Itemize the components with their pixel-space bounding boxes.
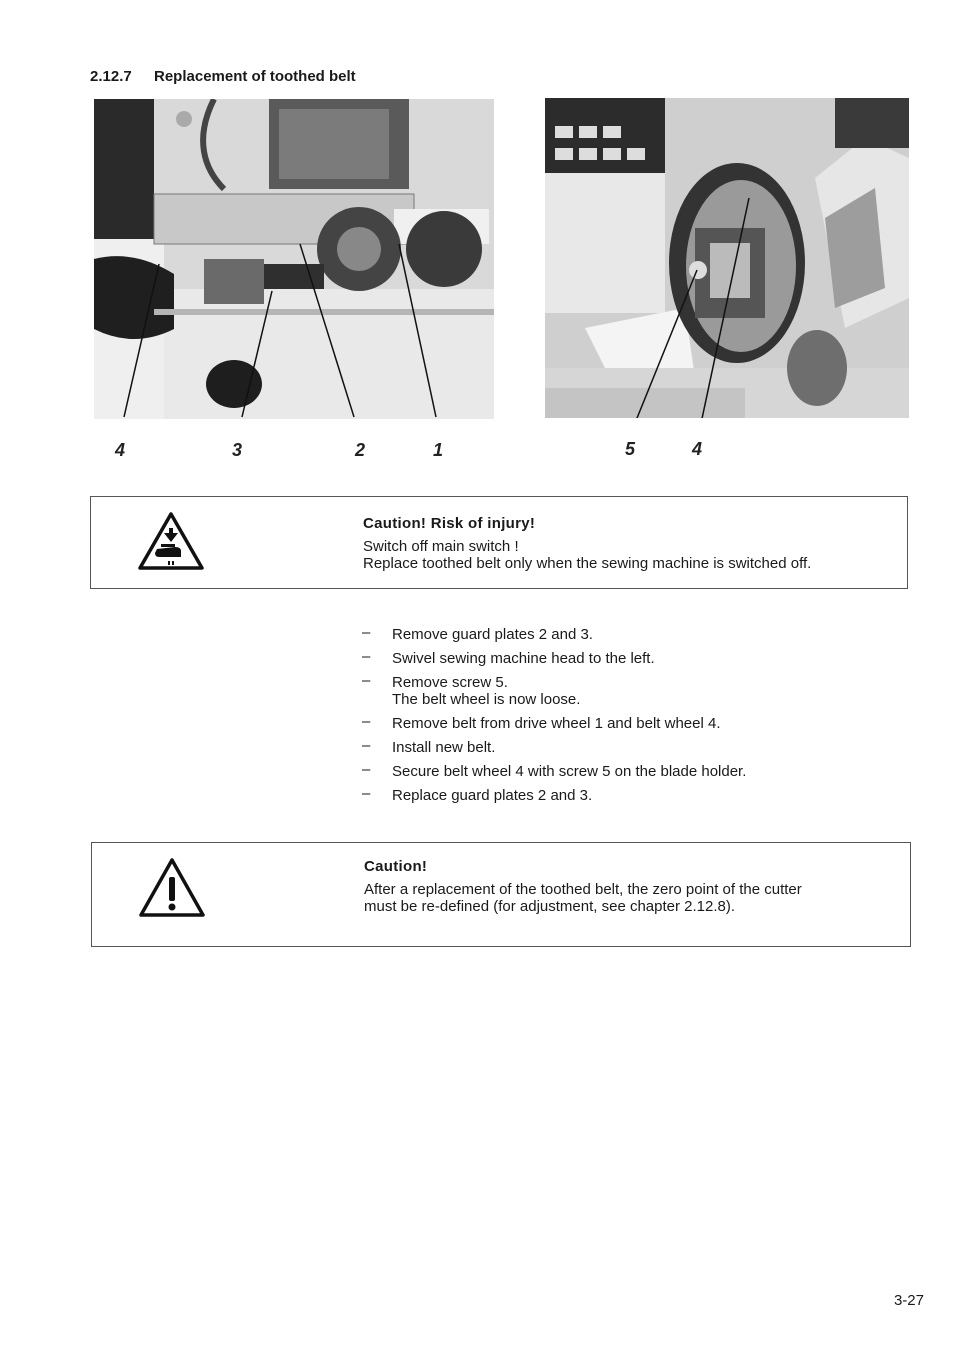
callout-screw-5: 5: [625, 439, 636, 459]
callout-guard-plate-3: 3: [232, 440, 243, 460]
section-title: Replacement of toothed belt: [154, 68, 356, 85]
photo-right: [545, 98, 909, 418]
step-marker: –: [362, 624, 371, 641]
caution-injury-box: [90, 496, 908, 589]
step-item: [362, 650, 746, 667]
section-number: 2.12.7: [90, 68, 132, 85]
caution-general-box: [91, 842, 911, 947]
step-marker: –: [362, 672, 371, 689]
step-marker: –: [362, 761, 371, 778]
procedure-steps: [362, 626, 746, 811]
step-item: [362, 739, 746, 756]
hand-injury-warning-icon: [137, 511, 205, 571]
step-text: Swivel sewing machine head to the left.: [392, 650, 655, 667]
step-text: Install new belt.: [392, 739, 496, 756]
caution-general-heading: Caution!: [364, 858, 428, 875]
photo-left: [94, 99, 494, 419]
step-marker: –: [362, 648, 371, 665]
step-text: Remove belt from drive wheel 1 and belt wheel 4.: [392, 715, 721, 732]
step-text: Secure belt wheel 4 with screw 5 on the blade holder.: [392, 763, 747, 780]
step-text: Remove guard plates 2 and 3.: [392, 626, 593, 643]
caution-injury-heading: Caution! Risk of injury!: [363, 515, 536, 532]
step-text: The belt wheel is now loose.: [392, 691, 581, 708]
caution-general-text: [364, 858, 802, 915]
step-marker: –: [362, 785, 371, 802]
caution-injury-text: [363, 515, 811, 572]
step-item: [362, 763, 746, 780]
callout-belt-wheel-4: 4: [115, 440, 126, 460]
step-item: [362, 674, 746, 708]
caution-injury-line: Switch off main switch !: [363, 538, 519, 555]
callout-guard-plate-2: 2: [355, 440, 366, 460]
callout-drive-wheel-1: 1: [433, 440, 444, 460]
exclamation-warning-icon: [138, 857, 206, 919]
page-number: 3-27: [893, 1292, 924, 1309]
caution-general-line: must be re-defined (for adjustment, see chapter 2.12.8).: [364, 898, 736, 915]
step-text: Replace guard plates 2 and 3.: [392, 787, 593, 804]
step-item: [362, 787, 746, 804]
step-item: [362, 626, 746, 643]
step-text: Remove screw 5.: [392, 674, 508, 691]
section-heading: [90, 68, 356, 85]
caution-general-line: After a replacement of the toothed belt, the zero point of the cutter: [364, 881, 802, 898]
callout-belt-wheel-4-right: 4: [692, 439, 703, 459]
step-marker: –: [362, 713, 371, 730]
caution-injury-line: Replace toothed belt only when the sewing machine is switched off.: [363, 555, 812, 572]
step-marker: –: [362, 737, 371, 754]
step-item: [362, 715, 746, 732]
